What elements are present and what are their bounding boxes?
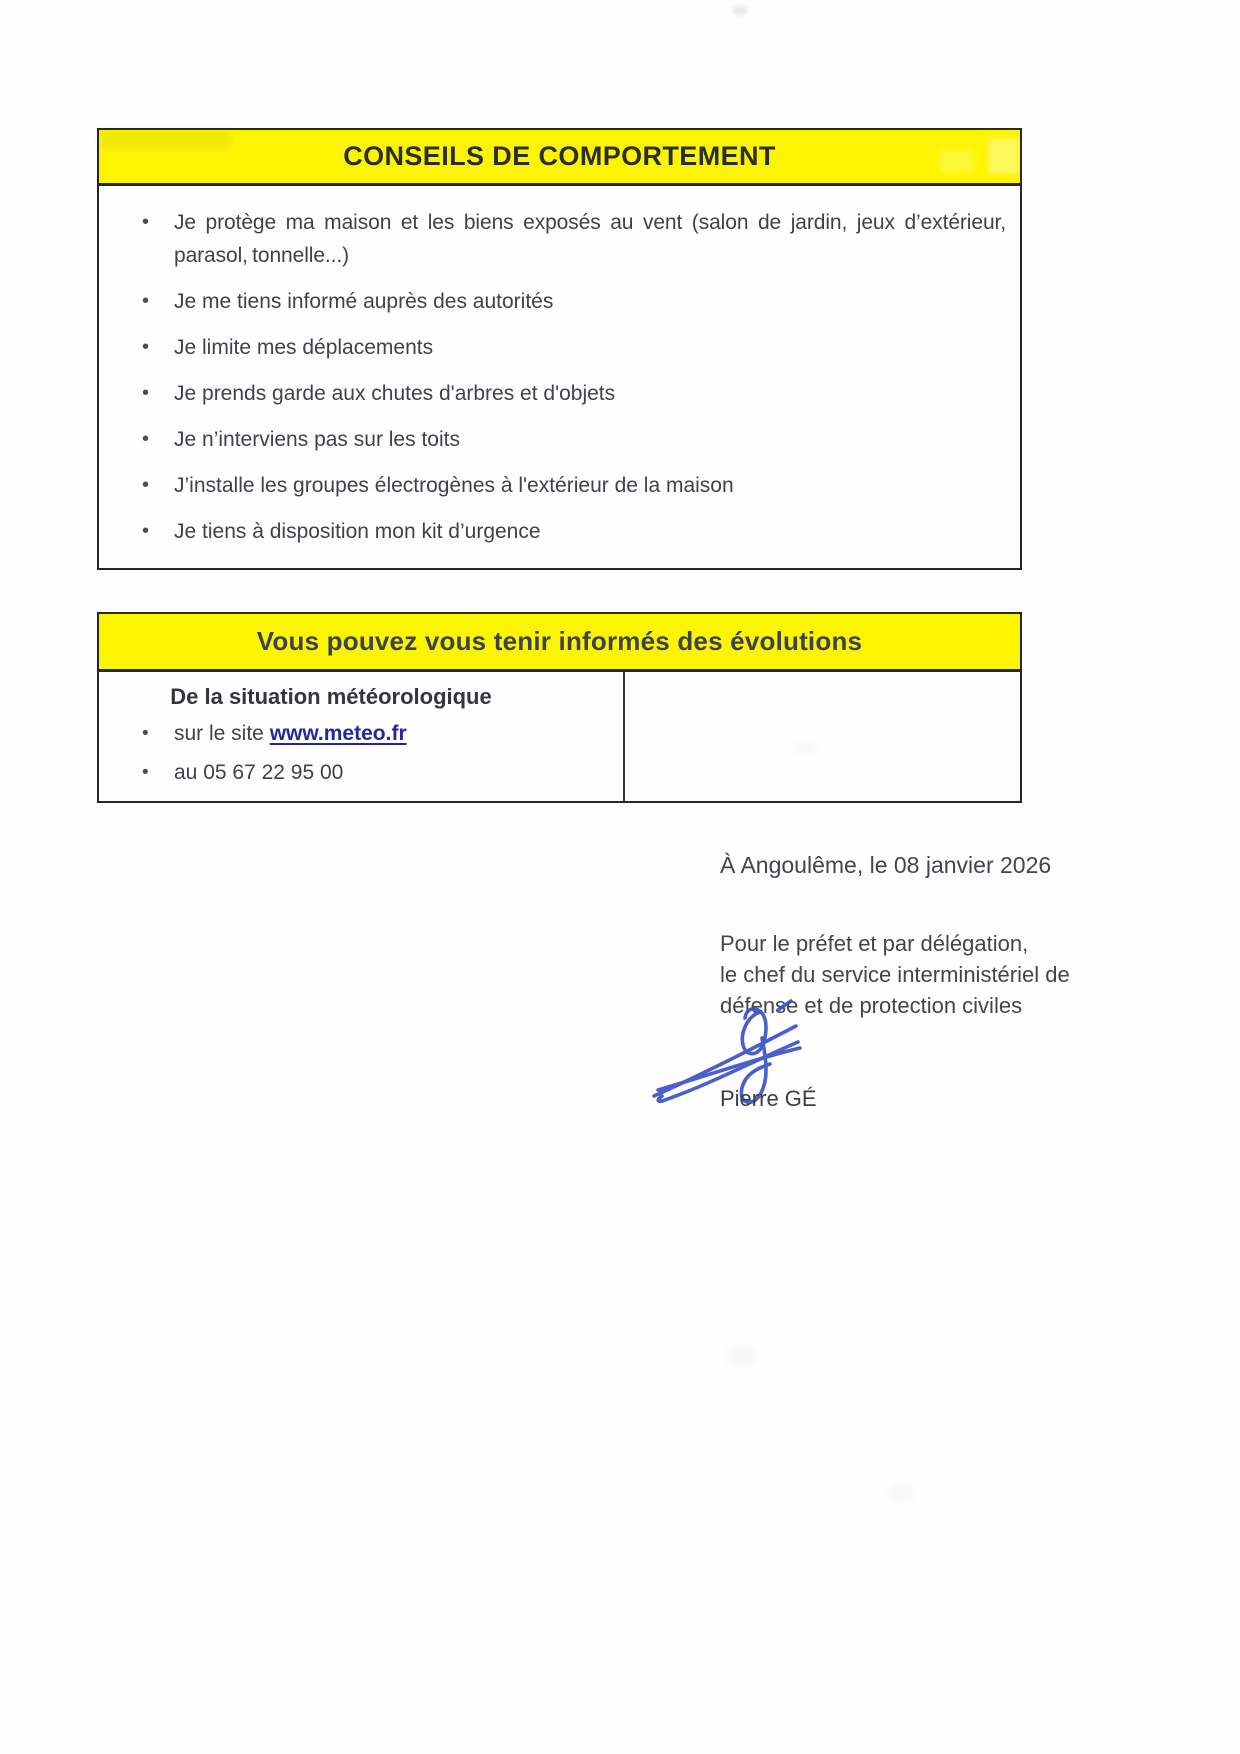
advice-box-header: [99, 130, 1020, 186]
info-item-phone: • au 05 67 22 95 00: [99, 759, 623, 786]
scan-artifact: [728, 1348, 756, 1364]
place-date-line: À Angoulême, le 08 janvier 2026: [720, 852, 1052, 878]
info-item-website: [99, 720, 623, 747]
advice-item: • Je n’interviens pas sur les toits: [99, 423, 1006, 456]
advice-box-title: CONSEILS DE COMPORTEMENT: [343, 141, 776, 171]
info-list: [99, 720, 623, 786]
website-prefix-text: sur le site: [174, 722, 270, 745]
delegation-line: le chef du service interministériel de: [720, 962, 1070, 987]
delegation-line: Pour le préfet et par délégation,: [720, 931, 1029, 956]
info-right-cell: [625, 672, 1020, 801]
advice-box: [97, 128, 1022, 570]
advice-item: • Je limite mes déplacements: [99, 331, 1006, 364]
advice-item: • Je prends garde aux chutes d'arbres et d'objets: [99, 377, 1006, 410]
info-table: [99, 672, 1020, 801]
scan-artifact: [733, 6, 747, 15]
signer-name: Pierre GÉ: [720, 1086, 817, 1111]
meteo-link[interactable]: www.meteo.fr: [269, 722, 407, 745]
advice-item: • Je me tiens informé auprès des autorités: [99, 285, 1006, 318]
advice-item: • Je protège ma maison et les biens exposés au vent (salon de jardin, jeux d’extérieur, parasol, tonnelle...): [99, 206, 1006, 272]
scan-artifact: [890, 1486, 914, 1500]
info-box: [97, 612, 1022, 803]
advice-list: [99, 186, 1020, 548]
advice-item: • Je tiens à disposition mon kit d’urgence: [99, 515, 1006, 548]
delegation-line: défense et de protection civiles: [720, 993, 1023, 1018]
info-box-header: [99, 614, 1020, 672]
info-left-heading: De la situation météorologique: [170, 684, 492, 709]
info-left-cell: [99, 672, 625, 801]
advice-item: • J’installe les groupes électrogènes à l'extérieur de la maison: [99, 469, 1006, 502]
info-box-title: Vous pouvez vous tenir informés des évolutions: [256, 626, 863, 656]
